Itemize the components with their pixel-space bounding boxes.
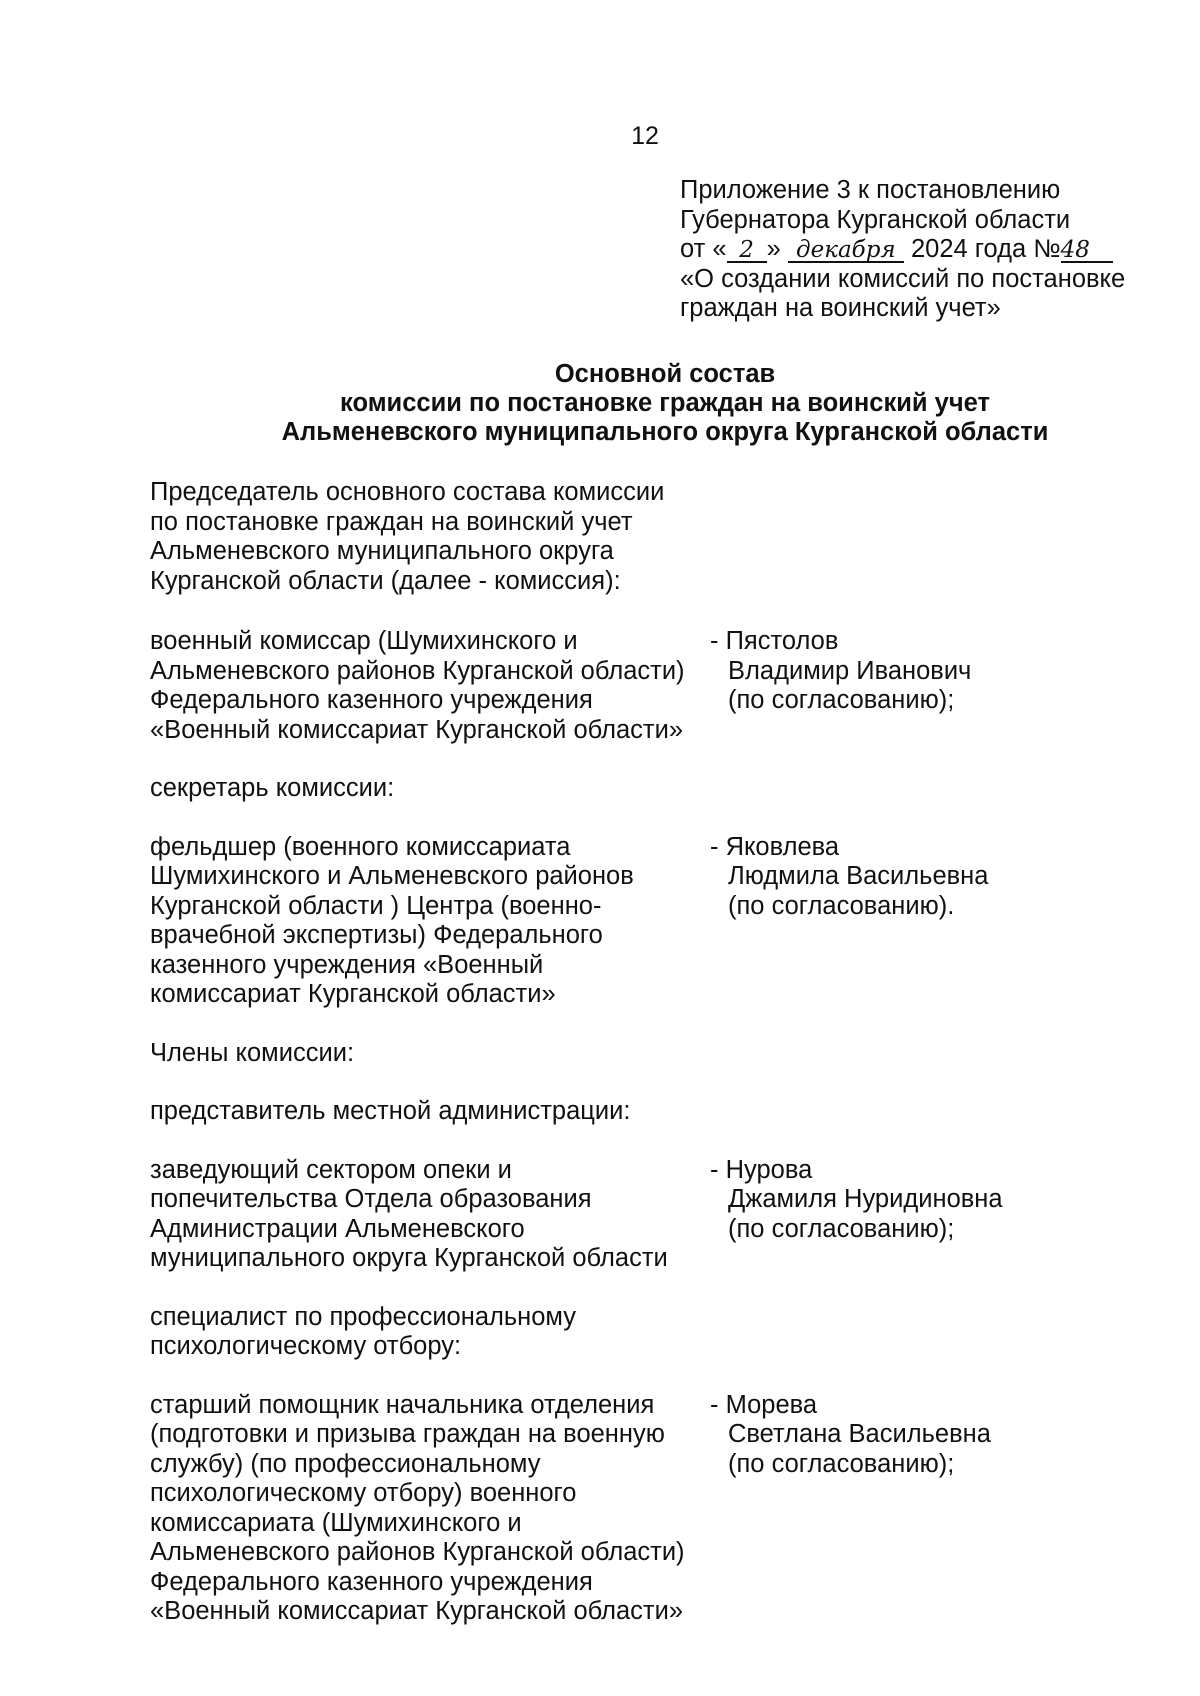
person-name: Людмила Васильевна xyxy=(728,862,989,890)
psych-entry xyxy=(150,1391,1160,1627)
position-line: «Военный комиссариат Курганской области» xyxy=(150,1597,684,1625)
chairman-person xyxy=(710,627,1160,745)
position-line: старший помощник начальника отделения xyxy=(150,1390,655,1419)
appendix-block xyxy=(680,176,1160,324)
title-line: комиссии по постановке граждан на воинский учет xyxy=(340,389,990,417)
local-admin-person xyxy=(710,1156,1160,1274)
chairman-heading xyxy=(150,478,1160,596)
position-line: фельдшер (военного комиссариата xyxy=(150,832,571,861)
secretary-heading: секретарь комиссии: xyxy=(150,774,395,802)
position-line: Курганской области ) Центра (военно- xyxy=(150,891,602,920)
person-name: Владимир Иванович xyxy=(728,656,972,685)
position-line: Шумихинского и Альменевского районов xyxy=(150,862,634,890)
psych-person xyxy=(710,1391,1160,1627)
position-line: Альменевского районов Курганской области) xyxy=(150,656,685,685)
position-line: врачебной экспертизы) Федерального xyxy=(150,921,603,949)
members-heading: Члены комиссии: xyxy=(150,1038,355,1067)
secretary-person xyxy=(710,833,1160,1010)
title-line: Основной состав xyxy=(554,360,776,388)
title-line: Альменевского муниципального округа Курганской области xyxy=(281,418,1049,446)
local-admin-entry xyxy=(150,1156,1160,1274)
handwritten-day: 2 xyxy=(727,239,767,263)
position-line: заведующий сектором опеки и xyxy=(150,1155,512,1184)
person-surname: - Яковлева xyxy=(710,832,840,861)
heading-line: специалист по профессиональному xyxy=(150,1302,577,1331)
appendix-date-line xyxy=(680,235,1160,265)
position-line: службу) (по профессиональному xyxy=(150,1449,541,1478)
appendix-line: Приложение 3 к постановлению xyxy=(680,176,1061,204)
position-line: муниципального округа Курганской области xyxy=(150,1244,668,1272)
heading-line: Курганской области (далее - комиссия): xyxy=(150,566,621,595)
psych-heading xyxy=(150,1303,1160,1362)
person-name: Джамиля Нуридиновна xyxy=(728,1185,1003,1213)
person-name: Светлана Васильевна xyxy=(728,1420,991,1448)
person-surname: - Пястолов xyxy=(710,627,839,655)
appendix-line: граждан на воинский учет» xyxy=(680,294,1001,322)
heading-line: психологическому отбору: xyxy=(150,1332,462,1360)
person-surname: - Нурова xyxy=(710,1155,813,1184)
position-line: казенного учреждения «Военный xyxy=(150,950,544,979)
date-year: 2024 года № xyxy=(910,235,1061,263)
document-title xyxy=(0,360,1200,447)
position-line: Альменевского районов Курганской области) xyxy=(150,1538,685,1566)
position-line: Федерального казенного учреждения xyxy=(150,686,593,714)
chairman-position xyxy=(150,627,710,745)
position-line: «Военный комиссариат Курганской области» xyxy=(150,715,684,744)
date-mid: » xyxy=(766,235,781,263)
secretary-position xyxy=(150,833,710,1010)
position-line: комиссариата (Шумихинского и xyxy=(150,1508,522,1537)
psych-position xyxy=(150,1391,710,1627)
local-admin-heading: представитель местной администрации: xyxy=(150,1097,631,1125)
secretary-entry xyxy=(150,833,1160,1010)
person-note: (по согласованию); xyxy=(728,1214,955,1243)
person-surname: - Морева xyxy=(710,1390,818,1419)
position-line: Федерального казенного учреждения xyxy=(150,1567,593,1596)
person-note: (по согласованию); xyxy=(728,686,955,714)
person-note: (по согласованию). xyxy=(728,891,955,920)
appendix-line: «О создании комиссий по постановке xyxy=(680,264,1126,293)
heading-line: Альменевского муниципального округа xyxy=(150,537,614,565)
position-line: военный комиссар (Шумихинского и xyxy=(150,627,578,655)
composition-body xyxy=(150,478,1160,1627)
local-admin-position xyxy=(150,1156,710,1274)
handwritten-month: декабря xyxy=(788,239,904,263)
person-note: (по согласованию); xyxy=(728,1449,955,1478)
page-number: 12 xyxy=(631,122,659,150)
chairman-entry xyxy=(150,627,1160,745)
heading-line: Председатель основного состава комиссии xyxy=(150,478,665,506)
heading-line: по постановке граждан на воинский учет xyxy=(150,507,633,536)
handwritten-doc-number: 48 xyxy=(1061,239,1113,263)
position-line: попечительства Отдела образования xyxy=(150,1185,592,1213)
position-line: Администрации Альменевского xyxy=(150,1214,525,1243)
appendix-line: Губернатора Курганской области xyxy=(680,205,1071,234)
date-prefix: от « xyxy=(680,235,727,263)
position-line: психологическому отбору) военного xyxy=(150,1479,577,1507)
position-line: комиссариат Курганской области» xyxy=(150,980,556,1008)
position-line: (подготовки и призыва граждан на военную xyxy=(150,1420,665,1448)
